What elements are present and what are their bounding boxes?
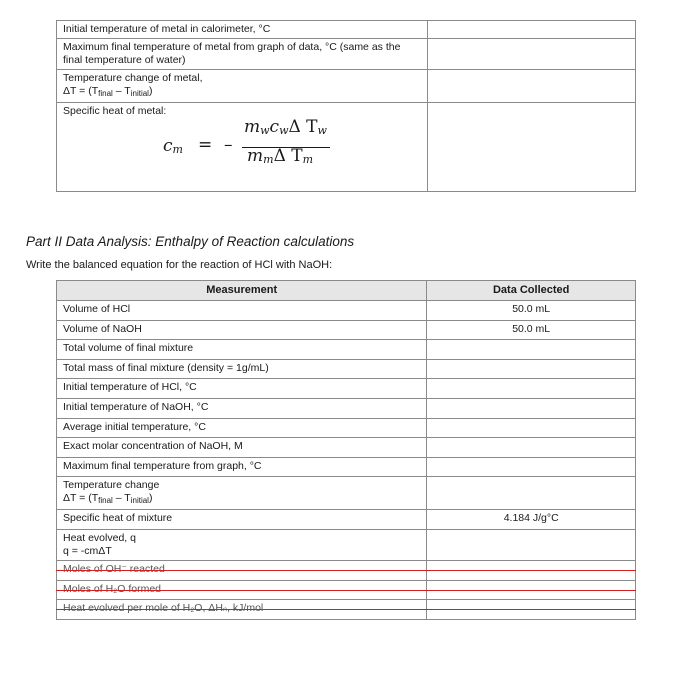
row-label	[57, 477, 427, 510]
formula-equals: =	[198, 135, 213, 155]
table-row	[57, 379, 636, 399]
column-header-data: Data Collected	[427, 281, 636, 301]
strikethrough-line	[426, 570, 636, 571]
table-row	[57, 340, 636, 360]
table-row	[57, 21, 636, 39]
delta-t-expression: $\Delta T = (T_{final} - T_{initial})$	[63, 85, 153, 98]
strikethrough-line	[426, 609, 636, 610]
value-cell[interactable]: 50.0 mL	[427, 320, 636, 340]
strikethrough-line	[56, 570, 427, 571]
formula-denominator: mmΔ Tm	[247, 146, 314, 166]
value-cell[interactable]	[427, 560, 636, 580]
value-cell[interactable]	[427, 477, 636, 510]
value-cell[interactable]	[427, 438, 636, 458]
value-cell[interactable]	[428, 70, 636, 103]
row-label: Initial temperature of NaOH, °C	[57, 398, 427, 418]
delta-t-expression: $\Delta T = (T_{final} - T_{initial})$	[63, 492, 153, 506]
row-label: Moles of H₂O formed	[57, 580, 427, 600]
row-label-line: Heat evolved, q	[63, 531, 136, 544]
section-heading: Part II Data Analysis: Enthalpy of Reaction calculations	[26, 234, 355, 249]
row-label	[57, 103, 428, 192]
table-row	[57, 301, 636, 321]
instruction-text: Write the balanced equation for the reaction of HCl with NaOH:	[26, 259, 333, 271]
row-label: Volume of NaOH	[57, 320, 427, 340]
value-cell[interactable]	[427, 418, 636, 438]
table-row	[57, 580, 636, 600]
row-label	[57, 70, 428, 103]
value-cell[interactable]	[428, 21, 636, 39]
value-cell[interactable]	[427, 600, 636, 620]
row-label: Exact molar concentration of NaOH, M	[57, 438, 427, 458]
strikethrough-line	[56, 609, 427, 610]
header-row	[57, 281, 636, 301]
row-label-line: q = -cmΔT	[63, 544, 112, 557]
value-cell[interactable]	[428, 39, 636, 70]
metal-results-table	[56, 20, 636, 192]
table-row	[57, 398, 636, 418]
table-row	[57, 477, 636, 510]
value-cell[interactable]	[427, 529, 636, 560]
row-label: Heat evolved per mole of H₂O, ΔHₙ, kJ/mol	[57, 600, 427, 620]
table-row	[57, 510, 636, 530]
table-row	[57, 103, 636, 192]
table-row	[57, 560, 636, 580]
table-row	[57, 320, 636, 340]
row-label	[57, 39, 428, 70]
row-label: Moles of OH⁻ reacted	[57, 560, 427, 580]
row-label: Initial temperature of metal in calorimeter, °C	[57, 21, 428, 39]
row-label-line: Specific heat of metal:	[63, 105, 167, 117]
row-label: Average initial temperature, °C	[57, 418, 427, 438]
table-row	[57, 359, 636, 379]
value-cell[interactable]	[427, 457, 636, 477]
row-label: Total mass of final mixture (density = 1g/mL)	[57, 359, 427, 379]
formula-minus: –	[224, 135, 233, 155]
row-label-line: Temperature change of metal,	[63, 72, 203, 84]
table-row	[57, 418, 636, 438]
row-label	[57, 529, 427, 560]
table-row	[57, 39, 636, 70]
formula-numerator: mwcwΔ Tw	[244, 117, 327, 137]
strikethrough-line	[56, 590, 427, 591]
table-row	[57, 457, 636, 477]
strikethrough-line	[426, 590, 636, 591]
row-label: Total volume of final mixture	[57, 340, 427, 360]
table-row	[57, 70, 636, 103]
value-cell[interactable]	[428, 103, 636, 192]
row-label: Maximum final temperature from graph, °C	[57, 457, 427, 477]
row-label: Specific heat of mixture	[57, 510, 427, 530]
table-row	[57, 438, 636, 458]
row-label-line: Temperature change	[63, 479, 160, 492]
value-cell[interactable]	[427, 340, 636, 360]
row-label: Initial temperature of HCl, °C	[57, 379, 427, 399]
row-label-line: final temperature of water)	[63, 54, 186, 66]
value-cell[interactable]	[427, 359, 636, 379]
value-cell[interactable]	[427, 379, 636, 399]
value-cell[interactable]	[427, 580, 636, 600]
value-cell[interactable]: 50.0 mL	[427, 301, 636, 321]
column-header-measurement: Measurement	[57, 281, 427, 301]
row-label-line: Maximum final temperature of metal from graph of data, °C (same as the	[63, 41, 401, 53]
row-label: Volume of HCl	[57, 301, 427, 321]
value-cell[interactable]: 4.184 J/g°C	[427, 510, 636, 530]
enthalpy-data-table	[56, 280, 636, 620]
formula-lhs: cm	[163, 136, 183, 156]
value-cell[interactable]	[427, 398, 636, 418]
table-row	[57, 529, 636, 560]
table-row	[57, 600, 636, 620]
